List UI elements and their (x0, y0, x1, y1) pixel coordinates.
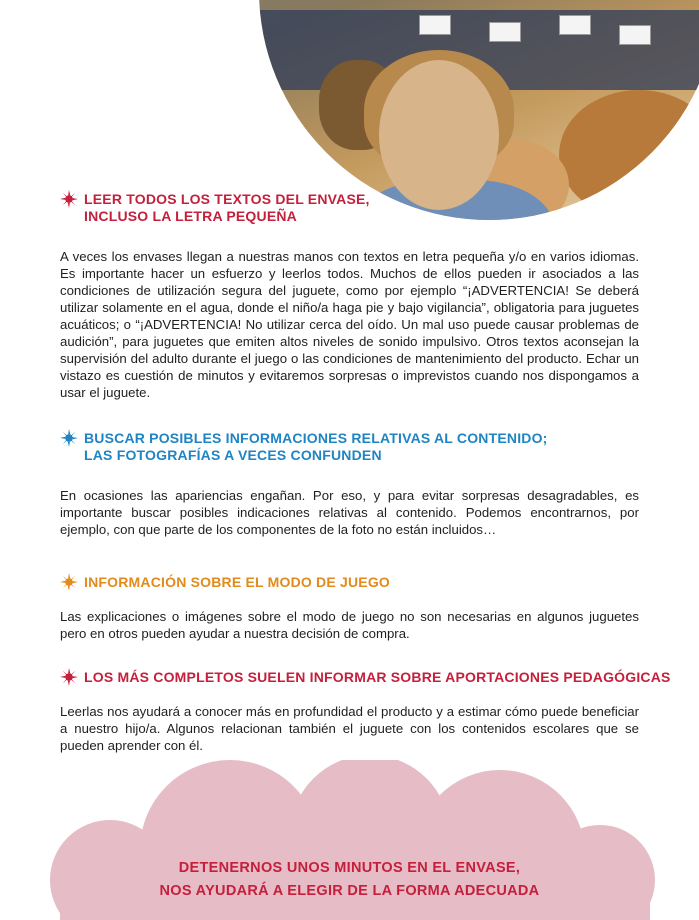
child-face (379, 60, 499, 210)
section-body: Leerlas nos ayudará a conocer más en profundidad el producto y a estimar cómo puede beneficiar a nuestro hijo/a. Algunos relacionan también el juguete con los contenidos escolares que se pueden aprender con él. (60, 704, 639, 753)
heading-line: LEER TODOS LOS TEXTOS DEL ENVASE, (84, 191, 370, 207)
price-tag (489, 22, 521, 42)
price-tag (619, 25, 651, 45)
price-tag (559, 15, 591, 35)
price-tag (419, 15, 451, 35)
section-body: A veces los envases llegan a nuestras manos con textos en letra pequeña y/o en varios idiomas. Es importante hacer un esfuerzo y leerlos todos. Muchos de ellos pueden ir asociados a las condiciones de utilización segura del juguete, como por ejemplo “¡ADVERTENCIA! Se deberá utilizar solamente en el agua, donde el niño/a haga pie y bajo vigilancia”, obligatoria para juguetes acuáticos; o “¡ADVERTENCIA! No utilizar cerca del oído. Un mal uso puede causar problemas de audición”, para juguetes que emiten altos niveles de sonido impulsivo. Otros textos aconsejan la supervisión del adulto durante el juego o las condiciones de mantenimiento del producto. Echar un vistazo es cuestión de minutos y evitaremos sorpresas o imprevistos cuando nos dispongamos a usar el juguete. (60, 249, 639, 400)
star-burst-icon (60, 573, 78, 591)
heading-line: LAS FOTOGRAFÍAS A VECES CONFUNDEN (84, 447, 382, 463)
section-heading-content-info (60, 430, 548, 464)
section-body: Las explicaciones o imágenes sobre el modo de juego no son necesarias en algunos juguetes pero en otros pueden ayudar a nuestra decisión de compra. (60, 609, 639, 641)
child-toys-photo (259, 0, 699, 220)
footer-line: DETENERNOS UNOS MINUTOS EN EL ENVASE, (178, 860, 521, 876)
star-burst-icon (60, 429, 78, 447)
section-heading-read-texts (60, 191, 370, 225)
heading-line: LOS MÁS COMPLETOS SUELEN INFORMAR SOBRE APORTACIONES PEDAGÓGICAS (84, 669, 671, 685)
footer-message (0, 857, 699, 903)
heading-line: INCLUSO LA LETRA PEQUEÑA (84, 208, 297, 224)
section-heading-pedagogical (60, 669, 671, 686)
star-burst-icon (60, 668, 78, 686)
section-body: En ocasiones las apariencias engañan. Por eso, y para evitar sorpresas desagradables, es importante buscar posibles indicaciones relativas al contenido. Podemos encontrarnos, por ejemplo, con que parte de los componentes de la foto no están incluidos… (60, 488, 639, 537)
star-burst-icon (60, 190, 78, 208)
footer-line: NOS AYUDARÁ A ELEGIR DE LA FORMA ADECUADA (159, 883, 540, 899)
section-heading-play-mode (60, 574, 390, 591)
heading-line: BUSCAR POSIBLES INFORMACIONES RELATIVAS AL CONTENIDO; (84, 430, 548, 446)
plush-lion (559, 90, 699, 220)
heading-line: INFORMACIÓN SOBRE EL MODO DE JUEGO (84, 574, 391, 590)
